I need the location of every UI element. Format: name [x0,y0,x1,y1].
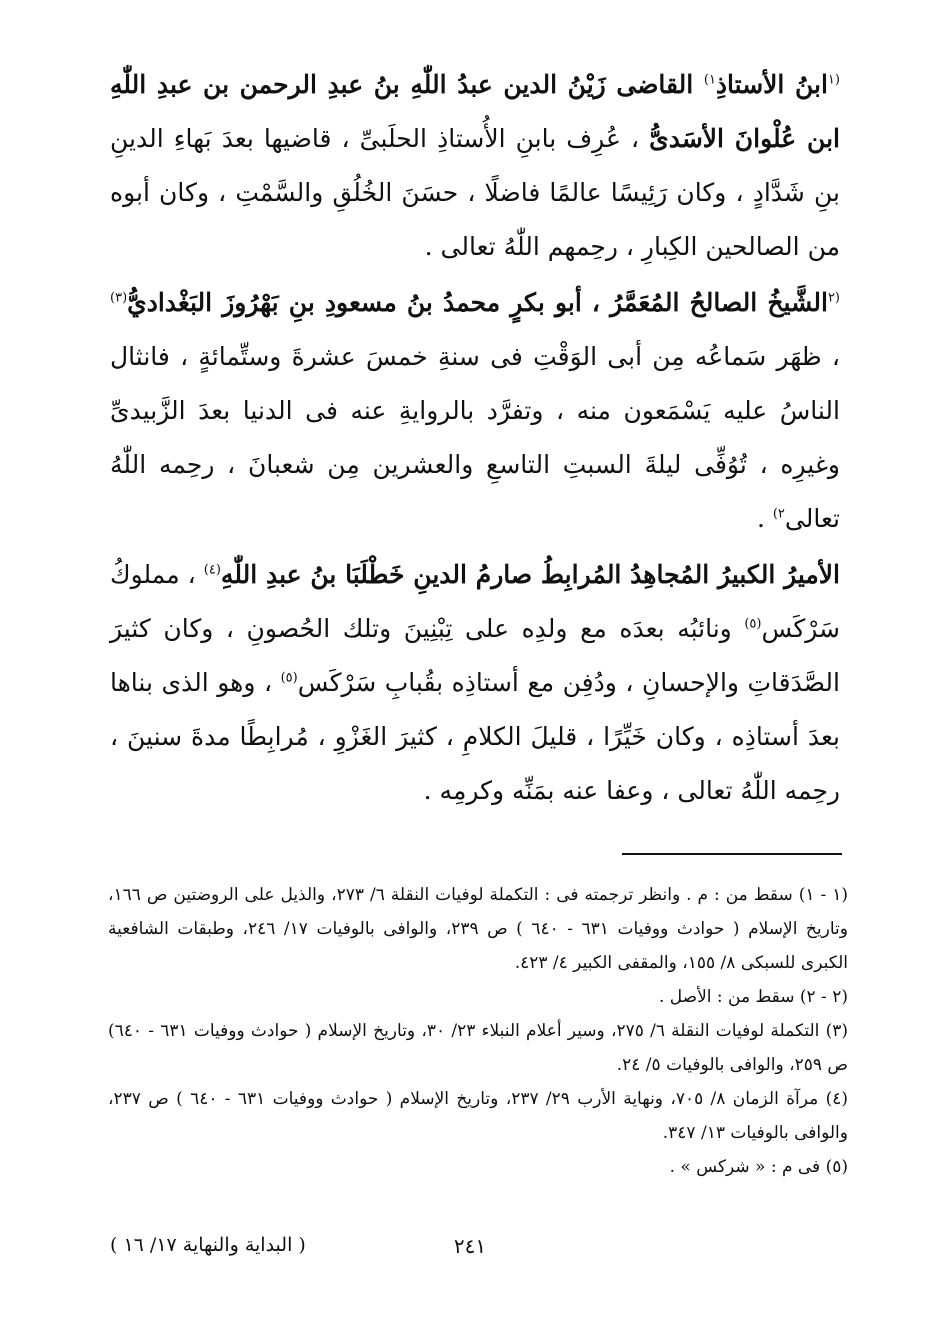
footnote-marker: (١ [827,72,840,88]
footnote-marker: (٥) [744,616,762,632]
footnote-separator [622,853,842,855]
entry-text-tail: . [756,504,773,533]
footnote-4: (٤) مرآة الزمان ٨/ ٧٠٥، ونهاية الأرب ٢٩/ ٢٣٧، وتاريخ الإسلام ( حوادث ووفيات ٦٣١ - ٦٤٠ ) ص ٢٣٧، والوافى بالوفيات ١٣/ ٣٤٧. [108,1089,848,1143]
entry-text: ، مملوكُ سَرْكَس [110,560,840,643]
entry-name: ابنُ الأستاذِ [715,70,828,99]
entry-khatlaba [110,548,840,818]
page-number: ٢٤١ [453,1234,487,1258]
entry-name: الأميرُ الكبيرُ المُجاهِدُ المُرابِطُ صارمُ الدينِ خَطْلَبَا بنُ عبدِ اللّٰهِ [220,560,840,589]
entry-text: ونائبُه بعدَه مع ولدِه على تِبْنِينَ وتلك الحُصونِ ، وكان كثيرَ الصَّدَقاتِ والإحسانِ ، ودُفِن مع أستاذِه بقُبابِ سَرْكَس [110,614,840,697]
entry-name-continued: القاضى زَيْنُ الدين عبدُ اللّٰهِ بنُ عبدِ الرحمن بن عبدِ اللّٰهِ ابن عُلْوانَ الأسَدىُّ [110,70,840,153]
entry-name: الشَّيخُ الصالحُ المُعَمَّرُ ، أبو بكرٍ محمدُ بنُ مسعودِ بنِ بَهْرُوزَ البَغْداديُّ [127,288,828,317]
footnote-marker: (٤) [203,562,221,578]
entry-text: ، ظهَر سَماعُه مِن أبى الوَقْتِ فى سنةِ خمسَ عشرةَ وستِّمائةٍ ، فانثال الناسُ عليه يَسْمَعون منه ، وتفرَّد بالروايةِ عنه فى الدنيا بعدَ الزَّبيدىِّ وغيرِه ، تُوُفِّى ليلةَ السبتِ التاسعِ والعشرين مِن شعبانَ ، رحِمه اللّٰهُ تعالى [110,342,840,533]
footnote-marker: (٥) [280,670,298,686]
entry-text: ، عُرِف بابنِ الأُستاذِ الحلَبىِّ ، قاضيها بعدَ بَهاءِ الدينِ بنِ شَدَّادٍ ، وكان رَئِيسًا عالمًا فاضلًا ، حسَنَ الخُلُقِ والسَّمْتِ ، وكان أبوه من الصالحين الكِبارِ ، رحِمهم اللّٰهُ تعالى . [110,124,841,261]
running-title: ( البداية والنهاية ١٧/ ١٦ ) [110,1234,306,1256]
footnote-marker: (٣) [110,290,128,306]
footnote-marker: ٢) [772,506,785,522]
footnote-5: (٥) فى م : « شركس » . [669,1157,848,1177]
main-text [110,58,840,818]
footnote-1: (١ - ١) سقط من : م . وانظر ترجمته فى : التكملة لوفيات النقلة ٦/ ٢٧٣، والذيل على الروضتين ص ١٦٦، وتاريخ الإسلام ( حوادث ووفيات ٦٣١ - ٦٤٠ ) ص ٢٣٩، والوافى بالوفيات ١٧/ ٢٤٦، وطبقات الشافعية الكبرى للسبكى ٨/ ١٥٥، والمقفى الكبير ٤/ ٤٢٣. [108,885,848,973]
footnote-marker: (٢ [827,290,840,306]
footnote-2: (٢ - ٢) سقط من : الأصل . [658,987,848,1007]
footnotes [108,878,848,1184]
entry-ibn-al-ustadh [110,58,840,274]
entry-text: ، وهو الذى بناها بعدَ أستاذِه ، وكان خَيِّرًا ، قليلَ الكلامِ ، كثيرَ الغَزْوِ ، مُرابِطًا مدةَ سنينَ ، رحِمه اللّٰهُ تعالى ، وعفا عنه بمَنِّه وكرمِه . [110,668,840,805]
footnote-marker: ١) [703,72,716,88]
entry-ibn-bahruz [110,276,840,546]
footnote-3: (٣) التكملة لوفيات النقلة ٦/ ٢٧٥، وسير أعلام النبلاء ٢٣/ ٣٠، وتاريخ الإسلام ( حوادث ووفيات ٦٣١ - ٦٤٠) ص ٢٥٩، والوافى بالوفيات ٥/ ٢٤. [108,1021,849,1075]
